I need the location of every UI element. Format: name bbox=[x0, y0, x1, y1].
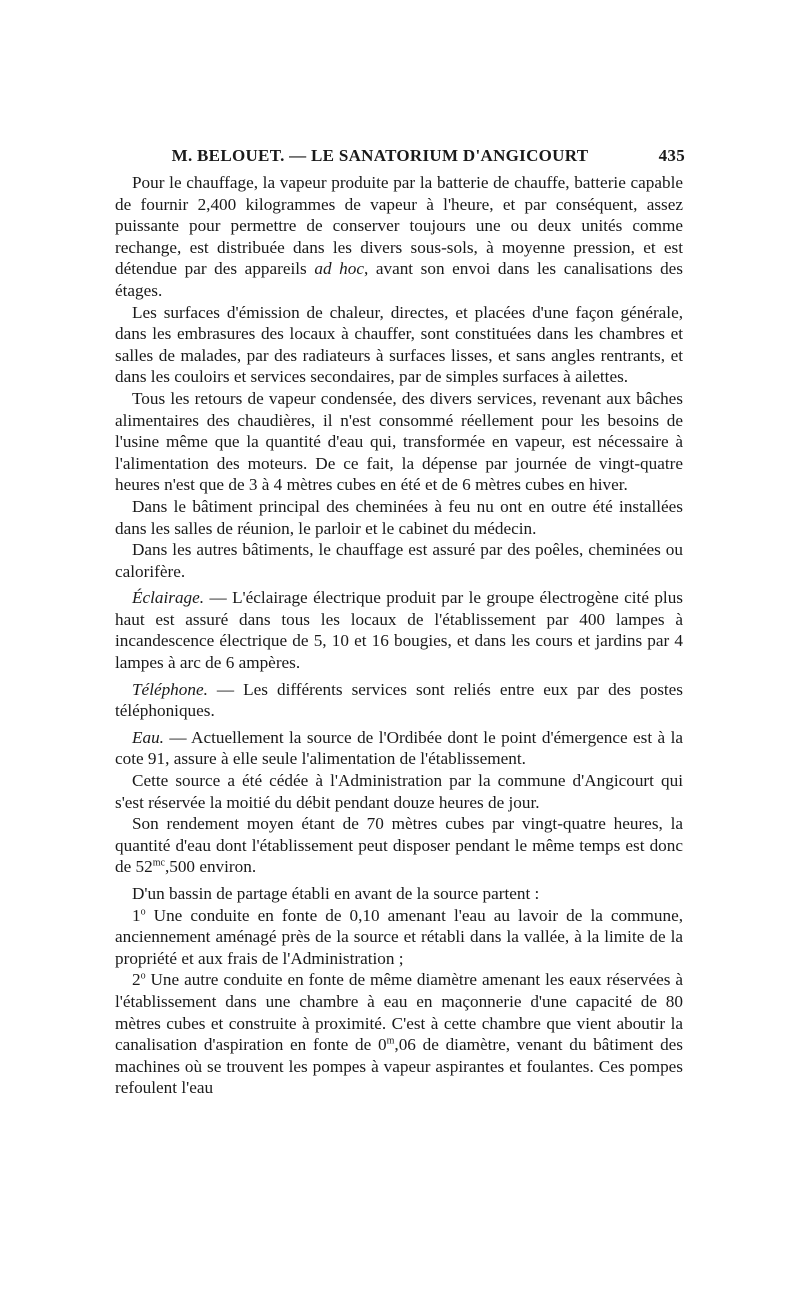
paragraph-text: Une autre conduite en fonte de même diamètre amenant les eaux réservées à l'établissement dans une chambre à eau en maçonnerie d'une capacité de 80 mètres cubes et construite à proximité. C'est à cette chambre que vient aboutir la canalisation d'aspiration en fonte de 0 bbox=[115, 970, 683, 1055]
paragraph-returns: Tous les retours de vapeur condensée, des divers services, revenant aux bâches alimentaires des chaudières, il n'est consommé réellement pour les besoins de l'usine même que la quantité d'eau qui, transformée en vapeur, est nécessaire à l'alimentation des moteurs. De ce fait, la dépense par journée de vingt-quatre heures n'est que de 3 à 4 mètres cubes en été et de 6 mètres cubes en hiver. bbox=[115, 388, 683, 495]
italic-phrase: ad hoc bbox=[314, 259, 364, 279]
paragraph-text: ,500 environ. bbox=[164, 857, 257, 877]
body-text bbox=[115, 172, 683, 1099]
section-label: Téléphone. bbox=[132, 679, 208, 699]
item-number: 2 bbox=[132, 970, 141, 990]
paragraph-water bbox=[115, 727, 683, 770]
paragraph-heating bbox=[115, 172, 683, 302]
paragraph-telephone bbox=[115, 679, 683, 722]
paragraph-text: Son rendement moyen étant de 70 mètres cubes par vingt-quatre heures, la quantité d'eau dont l'établissement peut disposer pendant le même temps est donc de 52 bbox=[115, 814, 683, 877]
paragraph-text: Pour le chauffage, la vapeur produite par la batterie de chauffe, batterie capable de fournir 2,400 kilogrammes de vapeur à l'heure, et par conséquent, assez puissante pour permettre de conserver toujours une ou deux unités comme rechange, est distribuée dans les divers sous-sols, à moyenne pression, et est détendue par des appareils bbox=[115, 173, 683, 279]
section-label: Éclairage. bbox=[132, 588, 205, 608]
paragraph-text: Une conduite en fonte de 0,10 amenant l'eau au lavoir de la commune, anciennement aménagé près de la source et rétabli dans la vallée, à la limite de la propriété et aux frais de l'Administration ; bbox=[115, 905, 683, 968]
paragraph-stoves: Dans les autres bâtiments, le chauffage est assuré par des poêles, cheminées ou calorifère. bbox=[115, 540, 683, 581]
paragraph-fireplaces: Dans le bâtiment principal des cheminées à feu nu ont en outre été installées dans les salles de réunion, le parloir et le cabinet du médecin. bbox=[115, 496, 683, 538]
unit-superscript: mc bbox=[152, 857, 165, 869]
paragraph-item-2 bbox=[115, 969, 683, 1099]
paragraph-text: — Actuellement la source de l'Ordibée dont le point d'émergence est à la cote 91, assure à elle seule l'alimentation de l'établissement. bbox=[115, 727, 683, 769]
section-label: Eau. bbox=[132, 727, 164, 747]
page-number: 435 bbox=[658, 146, 685, 165]
paragraph-text: — Les différents services sont reliés entre eux par des postes téléphoniques. bbox=[115, 679, 683, 721]
paragraph-text: — L'éclairage électrique produit par le groupe électrogène cité plus haut est assuré dans tous les locaux de l'établissement par 400 lampes à incandescence électrique de 5, 10 et 16 bougies, et dans les cours et jardins par 4 lampes à arc de 6 ampères. bbox=[115, 588, 683, 673]
paragraph-item-1 bbox=[115, 905, 683, 970]
unit-superscript: m bbox=[386, 1035, 395, 1047]
paragraph-basin: D'un bassin de partage établi en avant de la source partent : bbox=[132, 884, 540, 903]
ordinal-superscript: o bbox=[140, 970, 146, 982]
paragraph-text: ,06 de diamètre, venant du bâtiment des machines où se trouvent les pompes à vapeur aspirantes et foulantes. Ces pompes refoulent l'eau bbox=[115, 1035, 684, 1098]
paragraph-text: , avant son envoi dans les canalisations des étages. bbox=[115, 259, 683, 300]
running-title: M. BELOUET. — LE SANATORIUM D'ANGICOURT bbox=[171, 146, 589, 165]
paragraph-lighting bbox=[115, 587, 683, 673]
paragraph-surfaces: Les surfaces d'émission de chaleur, directes, et placées d'une façon générale, dans les embrasures des locaux à chauffer, sont constituées dans les chambres et salles de malades, par des radiateurs à surfaces lisses, et sans angles rentrants, et dans les couloirs et services secondaires, par de simples surfaces à ailettes. bbox=[115, 302, 683, 387]
item-number: 1 bbox=[132, 905, 141, 925]
paragraph-yield bbox=[115, 813, 683, 878]
ordinal-superscript: o bbox=[140, 905, 146, 917]
paragraph-source: Cette source a été cédée à l'Administration par la commune d'Angicourt qui s'est réservée la moitié du débit pendant douze heures de jour. bbox=[115, 771, 683, 812]
